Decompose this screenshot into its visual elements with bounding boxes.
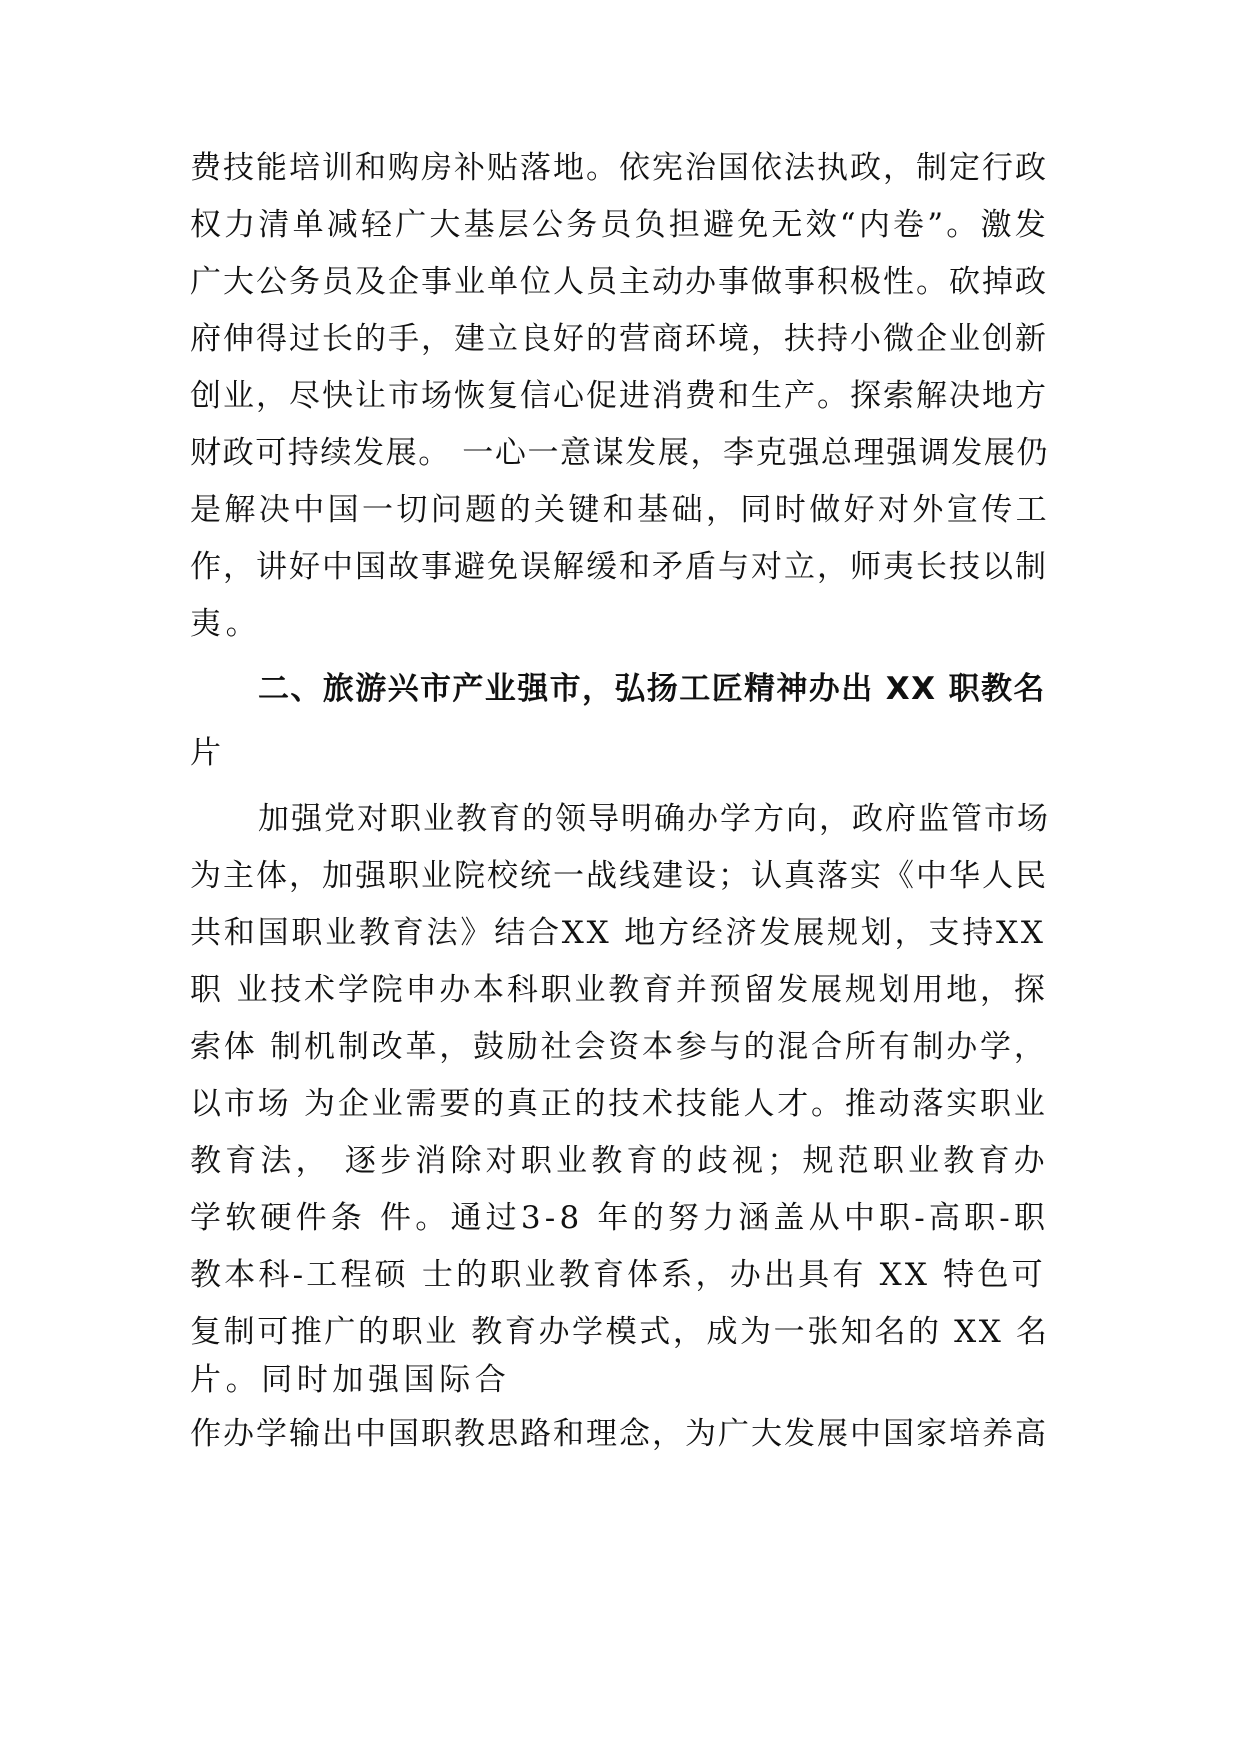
section-heading-continuation: 片 <box>190 735 226 771</box>
paragraph-2-line-8: 学软硬件条 件。通过3-8 年的努力涵盖从中职-高职-职 <box>190 1200 1050 1236</box>
paragraph-1-line-6: 财政可持续发展。 一心一意谋发展，李克强总理强调发展仍 <box>190 435 1050 471</box>
paragraph-1-line-8: 作，讲好中国故事避免误解缓和矛盾与对立，师夷长技以制 <box>190 549 1048 585</box>
paragraph-2-line-3: 共和国职业教育法》结合XX 地方经济发展规划，支持XX <box>190 915 1046 951</box>
paragraph-1-line-9: 夷。 <box>190 606 262 642</box>
paragraph-2-line-7: 教育法， 逐步消除对职业教育的歧视；规范职业教育办 <box>190 1143 1049 1179</box>
paragraph-1-line-5: 创业，尽快让市场恢复信心促进消费和生产。探索解决地方 <box>190 378 1048 414</box>
paragraph-1-line-7: 是解决中国一切问题的关键和基础，同时做好对外宣传工 <box>190 492 1050 528</box>
paragraph-2-line-6: 以市场 为企业需要的真正的技术技能人才。推动落实职业 <box>190 1086 1048 1122</box>
paragraph-2-line-5: 索体 制机制改革，鼓励社会资本参与的混合所有制办学， <box>190 1029 1048 1065</box>
paragraph-2-line-9: 教本科-工程硕 士的职业教育体系，办出具有 XX 特色可 <box>190 1257 1046 1293</box>
paragraph-1-line-3: 广大公务员及企事业单位人员主动办事做事积极性。砍掉政 <box>190 264 1048 300</box>
paragraph-2-line-4: 职 业技术学院申办本科职业教育并预留发展规划用地，探 <box>190 972 1048 1008</box>
paragraph-2-line-11: 片。同时加强国际合 <box>190 1362 511 1398</box>
paragraph-2-line-1: 加强党对职业教育的领导明确办学方向，政府监管市场 <box>258 801 1050 837</box>
paragraph-2-line-2: 为主体，加强职业院校统一战线建设；认真落实《中华人民 <box>190 858 1048 894</box>
paragraph-1-line-1: 费技能培训和购房补贴落地。依宪治国依法执政，制定行政 <box>190 150 1048 186</box>
paragraph-1-line-4: 府伸得过长的手，建立良好的营商环境，扶持小微企业创新 <box>190 321 1048 357</box>
paragraph-2-line-10: 复制可推广的职业 教育办学模式，成为一张知名的 XX 名 <box>190 1314 1050 1350</box>
paragraph-2-line-12: 作办学输出中国职教思路和理念，为广大发展中国家培养高 <box>190 1416 1048 1452</box>
paragraph-1-line-2: 权力清单减轻广大基层公务员负担避免无效“内卷”。激发 <box>190 207 1049 243</box>
section-heading: 二、旅游兴市产业强市，弘扬工匠精神办出 XX 职教名 <box>258 671 1046 707</box>
